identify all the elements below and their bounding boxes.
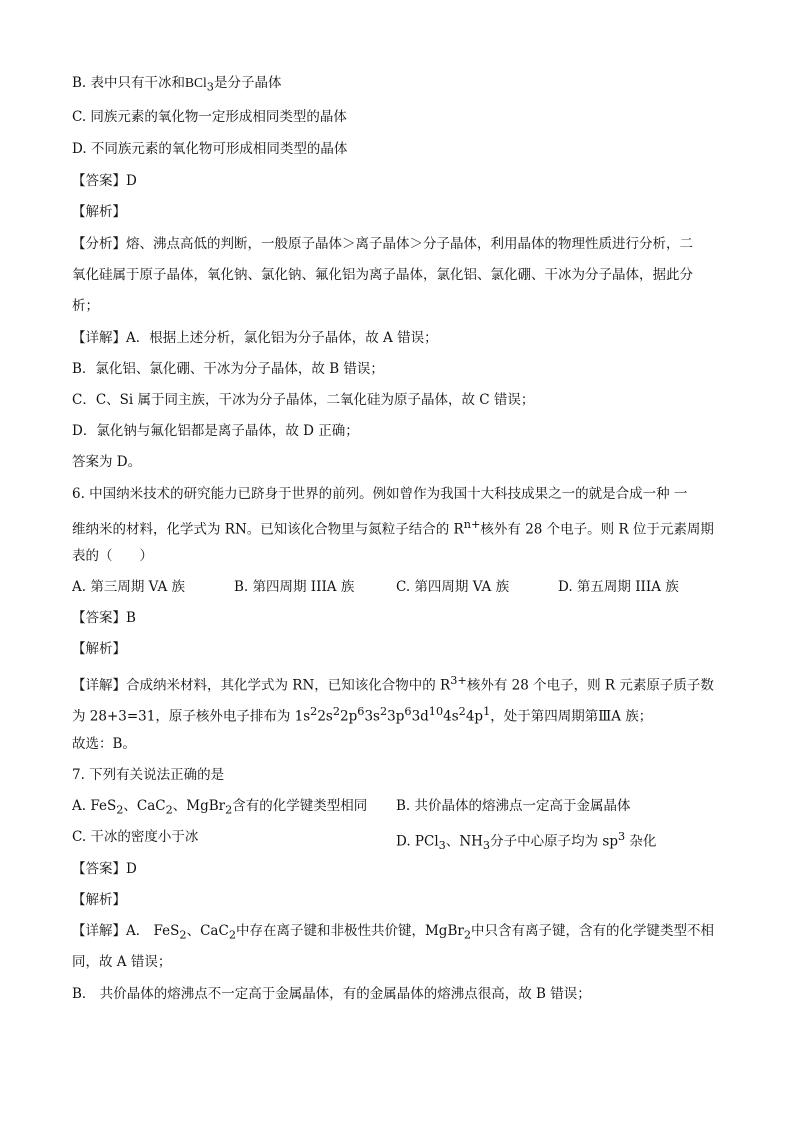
- q7-stem: 7. 下列有关说法正确的是: [72, 767, 225, 783]
- q5-analysis-text-2: 氧化硅属于原子晶体，氧化钠、氯化钠、氟化铝为离子晶体，氯化铝、氯化硼、干冰为分子晶体，据此分: [72, 267, 693, 283]
- q5-detail-c: C．C、Si 属于同主族，干冰为分子晶体，二氧化硅为原子晶体，故 C 错误；: [72, 392, 535, 408]
- q7-option-d: D. PCl$_3$、$NH_3$分子中心原子均为 $sp^3$ 杂化: [396, 830, 657, 853]
- q5-detail-b: B．氯化铝、氯化硼、干冰为分子晶体，故 B 错误；: [72, 361, 384, 377]
- q7-detail-a-line-1: 【详解】A． FeS$_2$、CaC$_2$中存在离子键和非极性共价键，MgBr$_2$中只含有离子键，含有的化学键类型不相: [72, 923, 714, 942]
- q5-conclusion: 答案为 D。: [72, 454, 142, 470]
- q7-detail-b: B． 共价晶体的熔沸点不一定高于金属晶体，有的金属晶体的熔沸点很高，故 B 错误；: [72, 986, 591, 1002]
- q5-option-d: D. 不同族元素的氧化物可形成相同类型的晶体: [72, 141, 348, 157]
- q6-answer: 【答案】B: [72, 610, 136, 626]
- q6-detail-line-1: 【详解】合成纳米材料，其化学式为 RN，已知该化合物中的 $R^{3+}$核外有 28 个电子，则 R 元素原子质子数: [72, 674, 714, 694]
- q6-option-b: B. 第四周期 IIIA 族: [234, 579, 355, 595]
- q6-stem-line-3: 表的（ ）: [72, 548, 153, 564]
- q6-option-d: D. 第五周期 IIIA 族: [558, 579, 679, 595]
- q5-option-c: C. 同族元素的氧化物一定形成相同类型的晶体: [72, 109, 347, 125]
- q6-analysis-label: 【解析】: [72, 641, 126, 657]
- q5-detail-a: 【详解】A．根据上述分析，氯化铝为分子晶体，故 A 错误；: [72, 330, 438, 346]
- q6-option-a: A. 第三周期 VA 族: [72, 579, 185, 595]
- q6-stem-line-2: 维纳米的材料，化学式为 RN。已知该化合物里与氮粒子结合的 $R^{n+}$核外有 28 个电子。则 R 位于元素周期: [72, 518, 714, 538]
- q5-analysis-text-3: 析；: [72, 298, 99, 314]
- q6-detail-line-2: 为 28+3=31，原子核外电子排布为 $1s^22s^22p^63s^23p^63d^{10}4s^24p^1$，处于第四周期第ⅢA 族；: [72, 705, 653, 725]
- q5-answer: 【答案】D: [72, 173, 137, 189]
- q6-conclusion: 故选：B。: [72, 736, 136, 752]
- q7-analysis-label: 【解析】: [72, 892, 126, 908]
- q5-detail-d: D．氯化钠与氟化铝都是离子晶体，故 D 正确；: [72, 423, 359, 439]
- q7-option-c: C. 干冰的密度小于冰: [72, 829, 199, 845]
- q7-option-a: A. FeS$_2$、CaC$_2$、MgBr$_2$含有的化学键类型相同: [72, 798, 368, 817]
- q6-stem-line-1: 6. 中国纳米技术的研究能力已跻身于世界的前列。例如曾作为我国十大科技成果之一的就是合成一种 一: [72, 486, 688, 502]
- q5-analysis-label: 【解析】: [72, 204, 126, 220]
- q7-detail-a-line-2: 同，故 A 错误；: [72, 954, 172, 970]
- q5-option-b: B. 表中只有干冰和BCl$_3$是分子晶体: [72, 75, 282, 94]
- q6-option-c: C. 第四周期 VA 族: [396, 579, 510, 595]
- q7-answer: 【答案】D: [72, 861, 137, 877]
- q7-option-b: B. 共价晶体的熔沸点一定高于金属晶体: [396, 798, 631, 814]
- q5-analysis-text-1: 【分析】熔、沸点高低的判断，一般原子晶体＞离子晶体＞分子晶体，利用晶体的物理性质进行分析，二: [72, 236, 693, 252]
